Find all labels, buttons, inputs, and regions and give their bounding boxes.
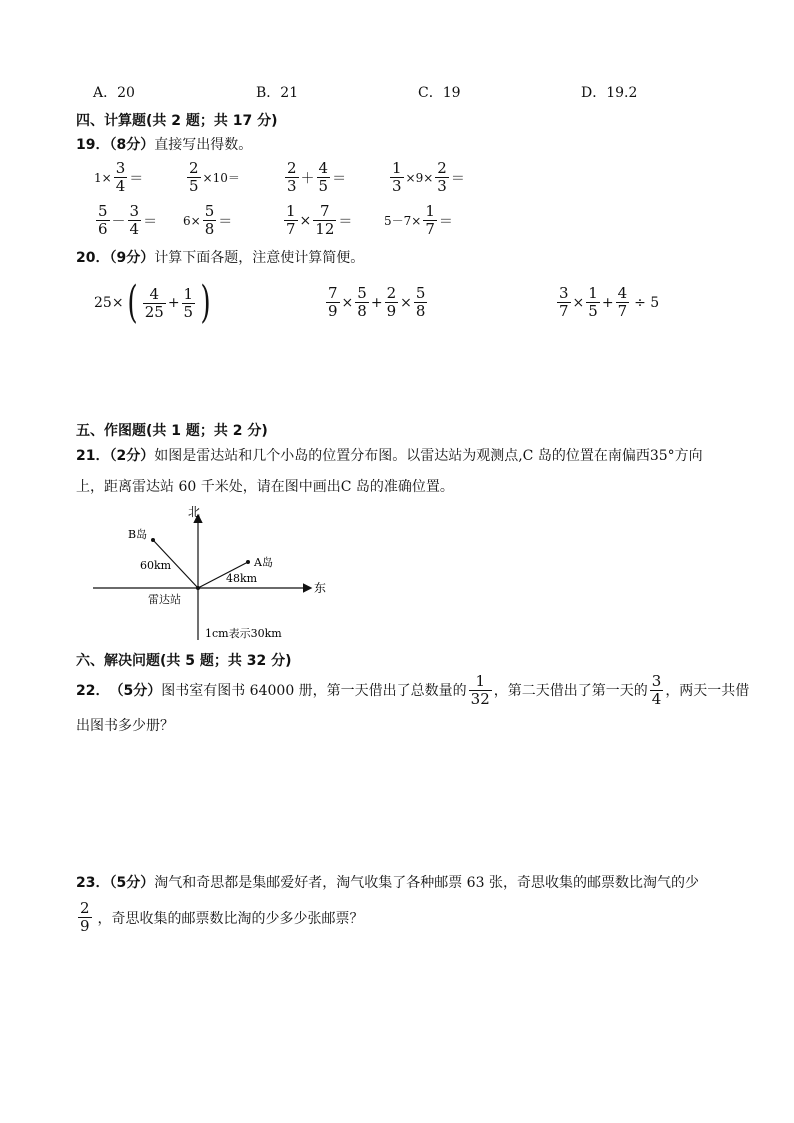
q19-item-1: 1× 3 4 ＝ [94,159,144,195]
north-label: 北 [188,505,201,519]
question-number: 19． [76,137,110,153]
question-number: 22． [76,682,110,699]
a-distance-label: 48km [226,572,258,585]
radar-diagram [88,500,348,645]
a-island-point [246,560,250,564]
question-score: （9分） [109,250,155,266]
q19-item-7: 1 7 × 7 12 ＝ [286,202,353,238]
question-number: 21． [76,448,110,464]
question-score: （5分） [109,682,162,699]
a-island-label: A岛 [254,556,273,569]
question-number: 20． [76,250,110,266]
question-score: （8分） [109,137,155,153]
question-21 [76,446,703,466]
question-23-line-2: 2 9 ，奇思收集的邮票数比淘的少多少张邮票？ [80,899,364,935]
question-text: 直接写出得数。 [154,137,253,153]
question-21-line-2: 上，距离雷达站 60 千米处，请在图中画出C 岛的准确位置。 [76,479,454,495]
choice-b: B．21 [256,85,299,101]
q20-expression-3: 3 7 × 1 5 + 4 7 ÷ 5 [559,284,660,320]
question-20 [76,248,364,268]
question-19 [76,135,252,155]
q20-expression-2: 7 9 × 5 8 + 2 9 × 5 8 [328,284,426,320]
section-4-title: 四、计算题(共 2 题；共 17 分) [76,113,278,129]
q19-item-2: 2 5 ×10＝ [189,159,240,195]
q20-expression-1: 25× ( 4 25 + 1 5 ) [94,277,211,328]
b-island-label: B岛 [128,528,148,541]
east-label: 东 [314,581,327,595]
choice-a: A．20 [93,85,135,101]
question-score: （2分） [109,448,155,464]
choice-c: C．19 [418,85,461,101]
q19-item-8: 5－7× 1 7 ＝ [384,202,453,238]
question-text: 如图是雷达站和几个小岛的位置分布图。以雷达站为观测点,C 岛的位置在南偏西35°方向 [154,448,703,464]
question-score: （5分） [109,875,155,891]
q19-item-3: 2 3 ＋ 4 5 ＝ [287,159,347,195]
question-text: 计算下面各题，注意使计算简便。 [154,250,365,266]
choice-d: D．19.2 [581,85,638,101]
station-point [196,586,200,590]
q19-item-6: 6× 5 8 ＝ [183,202,233,238]
question-22: 22． （5分） 图书室有图书 64000 册，第一天借出了总数量的 1 32 ，第二天借出了第一天的 3 4 ，两天一共借 [76,672,750,708]
question-22-line-2: 出图书多少册？ [76,718,174,734]
station-label: 雷达站 [148,593,181,606]
section-5-title: 五、作图题(共 1 题；共 2 分) [76,423,268,439]
question-23: 23．（5分）淘气和奇思都是集邮爱好者，淘气收集了各种邮票 63 张，奇思收集的邮票数比淘气的少 [76,875,699,891]
section-6-title: 六、解决问题(共 5 题；共 32 分) [76,653,292,669]
b-distance-label: 60km [140,559,172,572]
q19-item-4: 1 3 ×9× 2 3 ＝ [392,159,465,195]
b-island-point [151,538,155,542]
scale-label: 1cm表示30km [205,627,282,640]
q19-item-5: 5 6 － 3 4 ＝ [98,202,158,238]
question-number: 23． [76,875,110,891]
